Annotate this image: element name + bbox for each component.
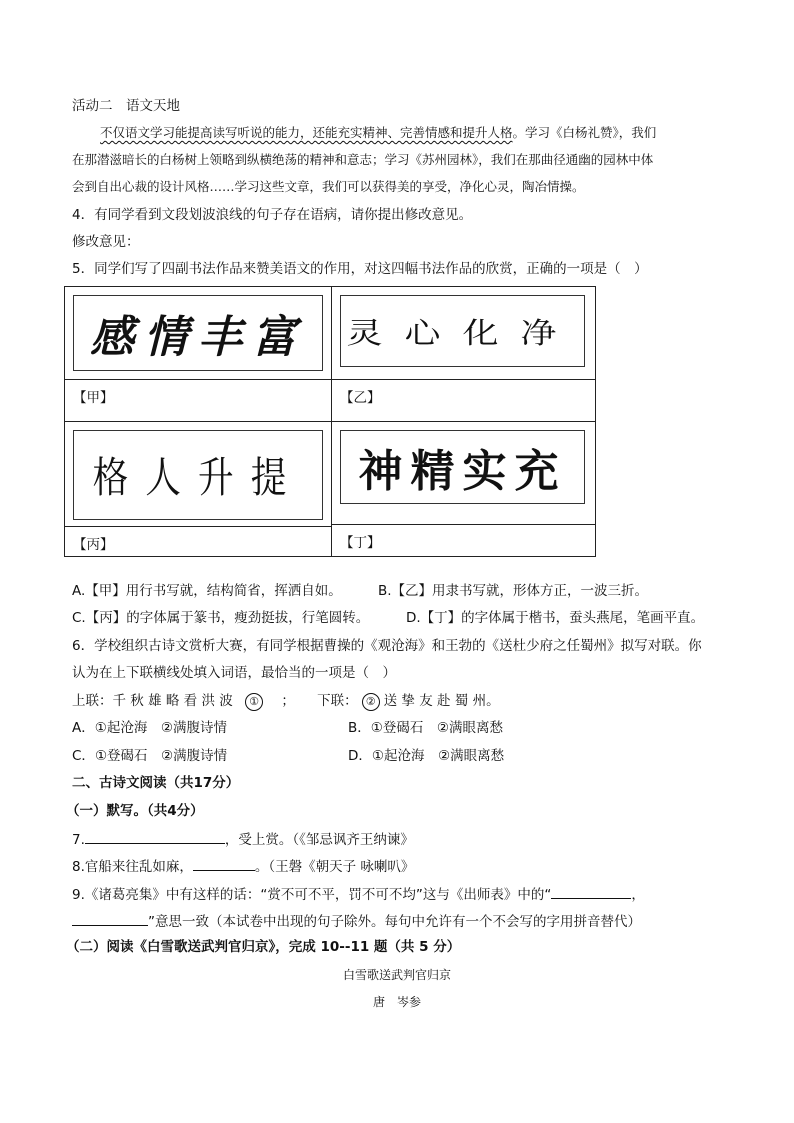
calligraphy-work-jia: 感情丰富 (73, 295, 323, 371)
question-5: 5．同学们写了四副书法作品来赞美语文的作用，对这四幅书法作品的欣赏，正确的一项是（ ） (72, 261, 648, 277)
q6-option-c: C．①登碣石 ②满腹诗情 (72, 748, 228, 764)
wavy-underlined-sentence: 不仅语文学习能提高读写听说的能力，还能充实精神、完善情感和提升人格 (100, 125, 513, 140)
work-cell-ding (332, 422, 596, 557)
work-cell-jia (65, 287, 332, 422)
q5-option-d: D.【丁】的字体属于楷书，蚕头燕尾，笔画平直。 (406, 610, 705, 626)
q5-option-c: C.【丙】的字体属于篆书，瘦劲挺拔，行笔圆转。 (72, 610, 370, 626)
blank-1[interactable]: ① (237, 693, 271, 709)
poem-title: 白雪歌送武判官归京 (342, 968, 451, 982)
lower-couplet-text: 送 挚 友 赴 蜀 州 (383, 693, 487, 709)
q9-blank-1[interactable] (551, 884, 631, 899)
calligraphy-table (64, 286, 596, 557)
answer-label: 修改意见： (72, 234, 140, 250)
couplet-line: 上联：千 秋 雄 略 看 洪 波 ① ； 下联： ② 送 挚 友 赴 蜀 州。 (72, 693, 500, 709)
passage-line-1-rest: 。学习《白杨礼赞》，我们 (512, 125, 657, 140)
question-6-line-1: 6．学校组织古诗文赏析大赛，有同学根据曹操的《观沧海》和王勃的《送杜少府之任蜀州》拟写对联。你 (72, 638, 702, 654)
section-2-sub-2: （二）阅读《白雪歌送武判官归京》，完成 10--11 题（共 5 分） (66, 939, 461, 955)
question-9-line-2: ”意思一致（本试卷中出现的句子除外。每句中允许有一个不会写的字用拼音替代） (72, 911, 641, 931)
work-cell-yi (332, 287, 596, 422)
q6-option-b: B．①登碣石 ②满眼离愁 (348, 720, 503, 736)
upper-couplet-label: 上联： (72, 693, 113, 709)
q6-option-a: A．①起沧海 ②满腹诗情 (72, 720, 227, 736)
work-label-yi: 【乙】 (340, 390, 381, 406)
poem-author: 唐 岑参 (372, 995, 421, 1009)
calligraphy-work-ding: 神精实充 (340, 430, 585, 504)
section-2-sub-1: （一）默写。（共4分） (66, 803, 204, 819)
calligraphy-work-bing: 格人升提 (73, 430, 323, 520)
blank-2[interactable]: ② (358, 693, 384, 709)
work-cell-bing (65, 422, 332, 557)
section-2-title: 二、古诗文阅读（共17分） (72, 775, 240, 791)
q5-option-a: A.【甲】用行书写就，结构简省，挥洒自如。 (72, 583, 342, 599)
q8-blank[interactable] (193, 856, 255, 871)
question-6-line-2: 认为在上下联横线处填入词语，最恰当的一项是（ ） (72, 665, 396, 681)
activity-title: 活动二 语文天地 (72, 98, 180, 114)
work-label-ding: 【丁】 (340, 535, 381, 551)
passage-line-3: 会到自出心裁的设计风格……学习这些文章，我们可以获得美的享受，净化心灵，陶冶情操。 (72, 179, 585, 194)
q5-option-b: B.【乙】用隶书写就，形体方正，一波三折。 (378, 583, 649, 599)
question-8: 8.官船来往乱如麻， 。（王磐《朝天子 咏喇叭》 (72, 856, 414, 876)
work-label-bing: 【丙】 (73, 537, 114, 553)
passage-line-1 (100, 124, 656, 142)
q6-option-d: D．①起沧海 ②满眼离愁 (348, 748, 505, 764)
question-7: 7. ，受上赏。（《邹忌讽齐王纳谏》 (72, 829, 414, 849)
upper-couplet-text: 千 秋 雄 略 看 洪 波 (112, 693, 233, 709)
couplet-separator: ； (281, 693, 295, 709)
q9-blank-2[interactable] (72, 911, 148, 926)
calligraphy-work-yi: 灵心化净 (340, 295, 585, 367)
lower-couplet-label: 下联： (317, 693, 358, 709)
passage-line-2: 在那潜滋暗长的白杨树上领略到纵横绝荡的精神和意志；学习《苏州园林》，我们在那曲径通幽的园林中体 (72, 152, 654, 167)
question-9-line-1: 9.《诸葛亮集》中有这样的话：“赏不可不平，罚不可不均”这与《出师表》中的“ ， (72, 884, 645, 904)
question-4: 4．有同学看到文段划波浪线的句子存在语病，请你提出修改意见。 (72, 207, 473, 223)
work-label-jia: 【甲】 (73, 390, 114, 406)
q7-blank[interactable] (85, 829, 225, 844)
